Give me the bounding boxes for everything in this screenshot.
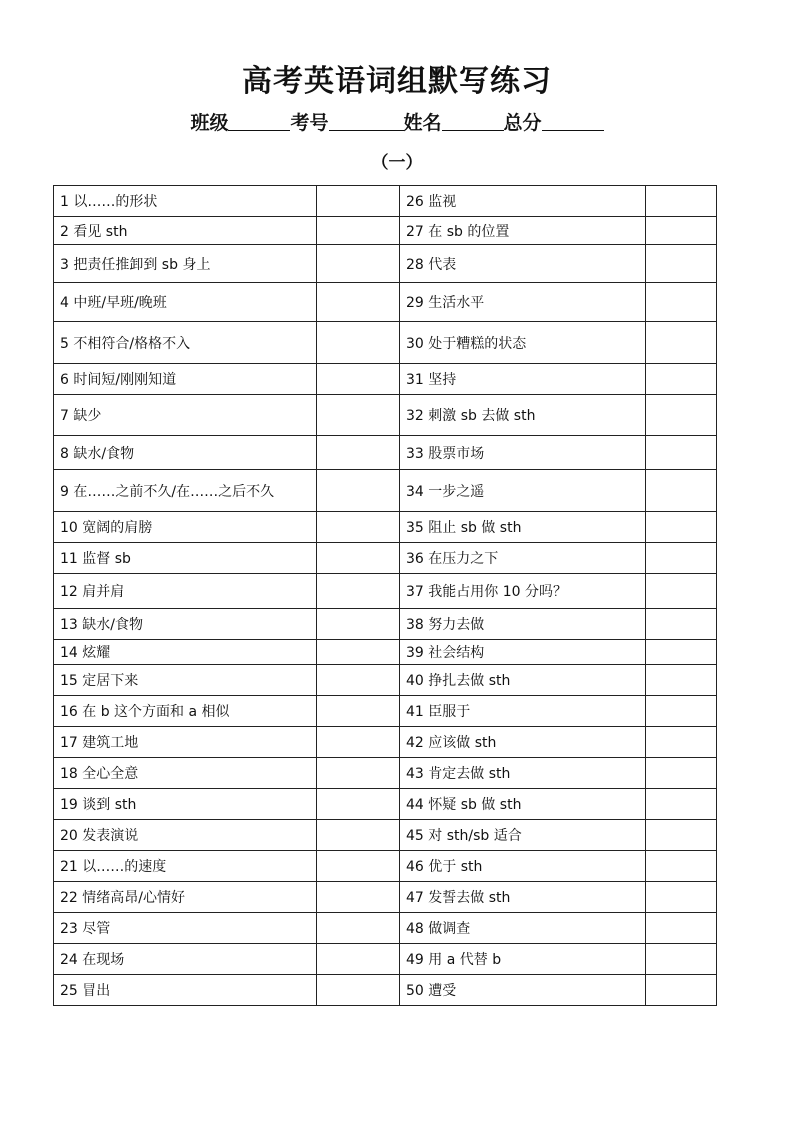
phrase-cell: 17 建筑工地 <box>54 727 317 758</box>
class-blank[interactable] <box>228 110 290 131</box>
answer-cell[interactable] <box>317 436 400 470</box>
answer-cell[interactable] <box>646 283 717 322</box>
phrase-cell: 36 在压力之下 <box>400 543 646 574</box>
answer-cell[interactable] <box>317 944 400 975</box>
phrase-cell: 46 优于 sth <box>400 851 646 882</box>
answer-cell[interactable] <box>646 436 717 470</box>
answer-cell[interactable] <box>317 322 400 364</box>
phrase-cell: 7 缺少 <box>54 395 317 436</box>
table-row <box>54 851 717 882</box>
phrase-cell: 49 用 a 代替 b <box>400 944 646 975</box>
answer-cell[interactable] <box>646 851 717 882</box>
name-label: 姓名 <box>403 112 442 134</box>
table-row <box>54 436 717 470</box>
table-row <box>54 696 717 727</box>
class-label: 班级 <box>190 112 229 134</box>
answer-cell[interactable] <box>317 283 400 322</box>
phrase-cell: 18 全心全意 <box>54 758 317 789</box>
table-row <box>54 245 717 283</box>
answer-cell[interactable] <box>317 245 400 283</box>
phrase-cell: 40 挣扎去做 sth <box>400 665 646 696</box>
table-row <box>54 543 717 574</box>
table-row <box>54 283 717 322</box>
section-heading: （一） <box>371 153 423 173</box>
exam-number-blank[interactable] <box>329 110 404 131</box>
answer-cell[interactable] <box>646 789 717 820</box>
answer-cell[interactable] <box>646 217 717 245</box>
answer-cell[interactable] <box>317 758 400 789</box>
table-row <box>54 727 717 758</box>
phrase-cell: 13 缺水/食物 <box>54 609 317 640</box>
phrase-cell: 23 尽管 <box>54 913 317 944</box>
phrase-cell: 44 怀疑 sb 做 sth <box>400 789 646 820</box>
phrase-cell: 1 以……的形状 <box>54 186 317 217</box>
phrase-cell: 50 遭受 <box>400 975 646 1006</box>
answer-cell[interactable] <box>317 470 400 512</box>
phrase-cell: 14 炫耀 <box>54 640 317 665</box>
phrase-cell: 6 时间短/刚刚知道 <box>54 364 317 395</box>
phrase-cell: 33 股票市场 <box>400 436 646 470</box>
phrase-cell: 28 代表 <box>400 245 646 283</box>
answer-cell[interactable] <box>646 395 717 436</box>
phrase-cell: 26 监视 <box>400 186 646 217</box>
answer-cell[interactable] <box>317 543 400 574</box>
phrase-cell: 45 对 sth/sb 适合 <box>400 820 646 851</box>
name-blank[interactable] <box>442 110 504 131</box>
answer-cell[interactable] <box>646 882 717 913</box>
answer-cell[interactable] <box>317 789 400 820</box>
table-row <box>54 186 717 217</box>
answer-cell[interactable] <box>317 820 400 851</box>
phrase-cell: 9 在……之前不久/在……之后不久 <box>54 470 317 512</box>
answer-cell[interactable] <box>317 640 400 665</box>
answer-cell[interactable] <box>646 975 717 1006</box>
phrase-cell: 27 在 sb 的位置 <box>400 217 646 245</box>
phrase-cell: 41 臣服于 <box>400 696 646 727</box>
student-info-line <box>0 108 794 138</box>
answer-cell[interactable] <box>317 727 400 758</box>
phrase-cell: 2 看见 sth <box>54 217 317 245</box>
table-row <box>54 758 717 789</box>
answer-cell[interactable] <box>317 665 400 696</box>
table-row <box>54 882 717 913</box>
table-row <box>54 395 717 436</box>
table-row <box>54 665 717 696</box>
answer-cell[interactable] <box>646 186 717 217</box>
phrase-cell: 39 社会结构 <box>400 640 646 665</box>
answer-cell[interactable] <box>646 609 717 640</box>
phrase-cell: 34 一步之遥 <box>400 470 646 512</box>
phrase-cell: 43 肯定去做 sth <box>400 758 646 789</box>
table-row <box>54 944 717 975</box>
answer-cell[interactable] <box>646 820 717 851</box>
answer-cell[interactable] <box>317 609 400 640</box>
phrase-cell: 22 情绪高昂/心情好 <box>54 882 317 913</box>
answer-cell[interactable] <box>646 727 717 758</box>
phrase-cell: 31 坚持 <box>400 364 646 395</box>
answer-cell[interactable] <box>646 322 717 364</box>
phrase-cell: 35 阻止 sb 做 sth <box>400 512 646 543</box>
table-row <box>54 217 717 245</box>
answer-cell[interactable] <box>317 186 400 217</box>
answer-cell[interactable] <box>317 217 400 245</box>
answer-cell[interactable] <box>317 512 400 543</box>
table-row <box>54 975 717 1006</box>
answer-cell[interactable] <box>646 574 717 609</box>
phrase-cell: 4 中班/早班/晚班 <box>54 283 317 322</box>
phrase-cell: 37 我能占用你 10 分吗？ <box>400 574 646 609</box>
score-label: 总分 <box>503 112 542 134</box>
answer-cell[interactable] <box>317 364 400 395</box>
phrase-cell: 42 应该做 sth <box>400 727 646 758</box>
table-row <box>54 820 717 851</box>
answer-cell[interactable] <box>317 395 400 436</box>
phrase-cell: 3 把责任推卸到 sb 身上 <box>54 245 317 283</box>
phrase-cell: 47 发誓去做 sth <box>400 882 646 913</box>
phrase-cell: 29 生活水平 <box>400 283 646 322</box>
phrase-cell: 20 发表演说 <box>54 820 317 851</box>
table-row <box>54 913 717 944</box>
table-row <box>54 512 717 543</box>
answer-cell[interactable] <box>317 913 400 944</box>
answer-cell[interactable] <box>646 543 717 574</box>
answer-cell[interactable] <box>646 758 717 789</box>
answer-cell[interactable] <box>317 975 400 1006</box>
answer-cell[interactable] <box>646 470 717 512</box>
answer-cell[interactable] <box>646 944 717 975</box>
answer-cell[interactable] <box>317 851 400 882</box>
answer-cell[interactable] <box>646 665 717 696</box>
phrase-cell: 8 缺水/食物 <box>54 436 317 470</box>
table-row <box>54 574 717 609</box>
phrase-cell: 5 不相符合/格格不入 <box>54 322 317 364</box>
table-row <box>54 364 717 395</box>
phrase-cell: 15 定居下来 <box>54 665 317 696</box>
phrase-cell: 24 在现场 <box>54 944 317 975</box>
table-row <box>54 640 717 665</box>
answer-cell[interactable] <box>646 913 717 944</box>
phrase-cell: 11 监督 sb <box>54 543 317 574</box>
table-row <box>54 609 717 640</box>
page-title: 高考英语词组默写练习 <box>242 64 552 99</box>
phrase-table <box>53 185 717 1006</box>
phrase-cell: 25 冒出 <box>54 975 317 1006</box>
table-row <box>54 322 717 364</box>
phrase-cell: 19 谈到 sth <box>54 789 317 820</box>
phrase-cell: 32 刺激 sb 去做 sth <box>400 395 646 436</box>
answer-cell[interactable] <box>646 245 717 283</box>
table-row <box>54 470 717 512</box>
answer-cell[interactable] <box>317 696 400 727</box>
exam-number-label: 考号 <box>290 112 329 134</box>
answer-cell[interactable] <box>646 364 717 395</box>
phrase-cell: 38 努力去做 <box>400 609 646 640</box>
answer-cell[interactable] <box>317 574 400 609</box>
answer-cell[interactable] <box>317 882 400 913</box>
phrase-cell: 16 在 b 这个方面和 a 相似 <box>54 696 317 727</box>
answer-cell[interactable] <box>646 512 717 543</box>
phrase-cell: 10 宽阔的肩膀 <box>54 512 317 543</box>
phrase-cell: 30 处于糟糕的状态 <box>400 322 646 364</box>
answer-cell[interactable] <box>646 696 717 727</box>
score-blank[interactable] <box>542 110 604 131</box>
phrase-cell: 12 肩并肩 <box>54 574 317 609</box>
answer-cell[interactable] <box>646 640 717 665</box>
phrase-cell: 21 以……的速度 <box>54 851 317 882</box>
phrase-cell: 48 做调查 <box>400 913 646 944</box>
table-row <box>54 789 717 820</box>
